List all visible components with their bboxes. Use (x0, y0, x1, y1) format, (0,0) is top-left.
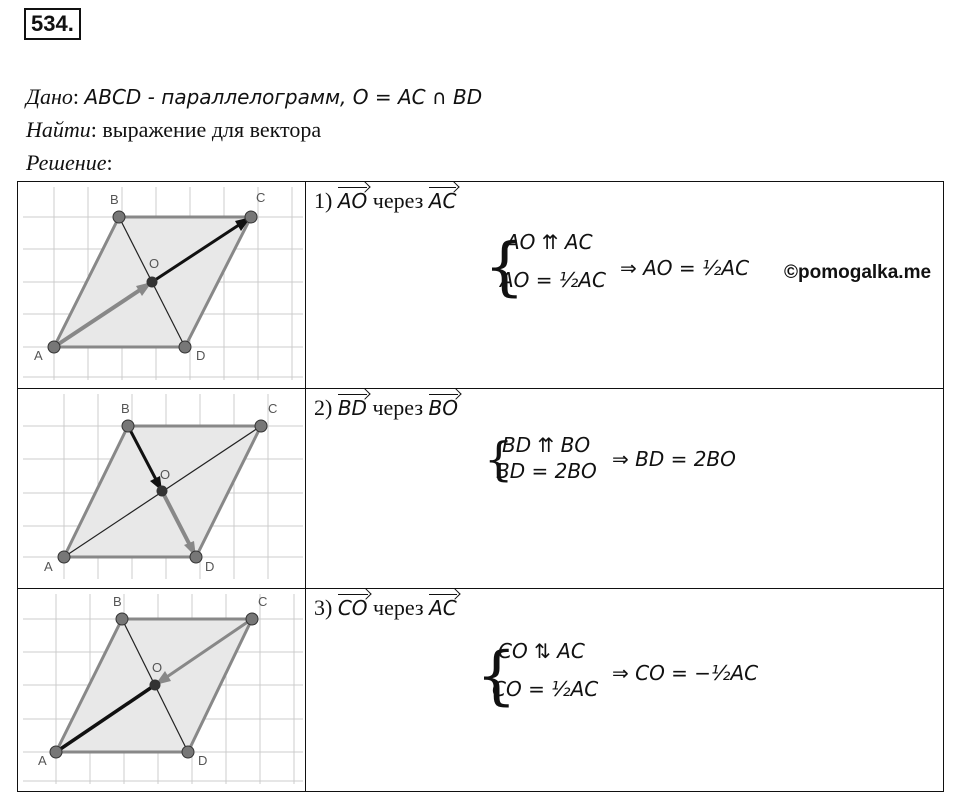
step-3-result: ⇒ CO = −½AC (612, 661, 759, 685)
label-B: B (113, 594, 122, 609)
label-C: C (256, 190, 266, 205)
label-B: B (110, 192, 119, 207)
step-2-result: ⇒ BD = 2BO (612, 447, 736, 471)
label-D: D (205, 559, 215, 574)
solution-table (17, 181, 944, 792)
label-A: A (44, 559, 53, 574)
figure-1 (18, 182, 306, 389)
given-label: Дано (26, 84, 73, 109)
parallelogram-diagram-2 (18, 389, 305, 583)
find-label: Найти (26, 117, 91, 142)
solution-label: Решение (26, 150, 107, 175)
step-3-vec-a: CO (337, 596, 368, 620)
parallelogram-diagram-3 (18, 589, 305, 786)
figure-2 (18, 389, 306, 589)
label-A: A (38, 753, 47, 768)
label-D: D (196, 348, 206, 363)
solution-line: Решение: (26, 150, 113, 175)
parallelogram-diagram-1 (18, 182, 305, 383)
step-3: 3) CO через AC { CO ⇅ AC CO = ½AC ⇒ CO = −½AC (306, 589, 944, 792)
step-3-vec-b: AC (429, 596, 457, 620)
find-line: Найти: выражение для вектора (26, 117, 322, 142)
problem-number: 534. (24, 8, 81, 40)
given-line: Дано: ABCD - параллелограмм, O = AC ∩ BD (26, 84, 483, 109)
step-1: 1) AO через AC { AO ⇈ AC AO = ½AC ⇒ AO = ½AC ©pomogalka.me (306, 182, 944, 389)
figure-3 (18, 589, 306, 792)
label-D: D (198, 753, 208, 768)
label-C: C (268, 401, 278, 416)
step-2-vec-b: BO (428, 396, 458, 420)
label-O: O (160, 467, 171, 482)
step-1-vec-b: AC (428, 189, 457, 213)
step-2-vec-a: BD (337, 396, 367, 420)
label-B: B (121, 401, 130, 416)
label-A: A (34, 348, 43, 363)
label-O: O (152, 660, 163, 675)
step-3-title: 3) CO через AC (314, 595, 457, 620)
step-1-result: ⇒ AO = ½AC (620, 256, 750, 280)
step-1-title: 1) AO через AC (314, 188, 457, 213)
given-text: ABCD - параллелограмм, O = AC ∩ BD (84, 85, 483, 109)
watermark: ©pomogalka.me (784, 262, 932, 283)
label-C: C (258, 594, 268, 609)
find-text: выражение для вектора (102, 117, 322, 142)
step-2-title: 2) BD через BO (314, 395, 458, 420)
step-1-vec-a: AO (337, 189, 368, 213)
label-O: O (149, 256, 160, 271)
step-2: 2) BD через BO { BD ⇈ BO BD = 2BO ⇒ BD = 2BO (306, 389, 944, 589)
